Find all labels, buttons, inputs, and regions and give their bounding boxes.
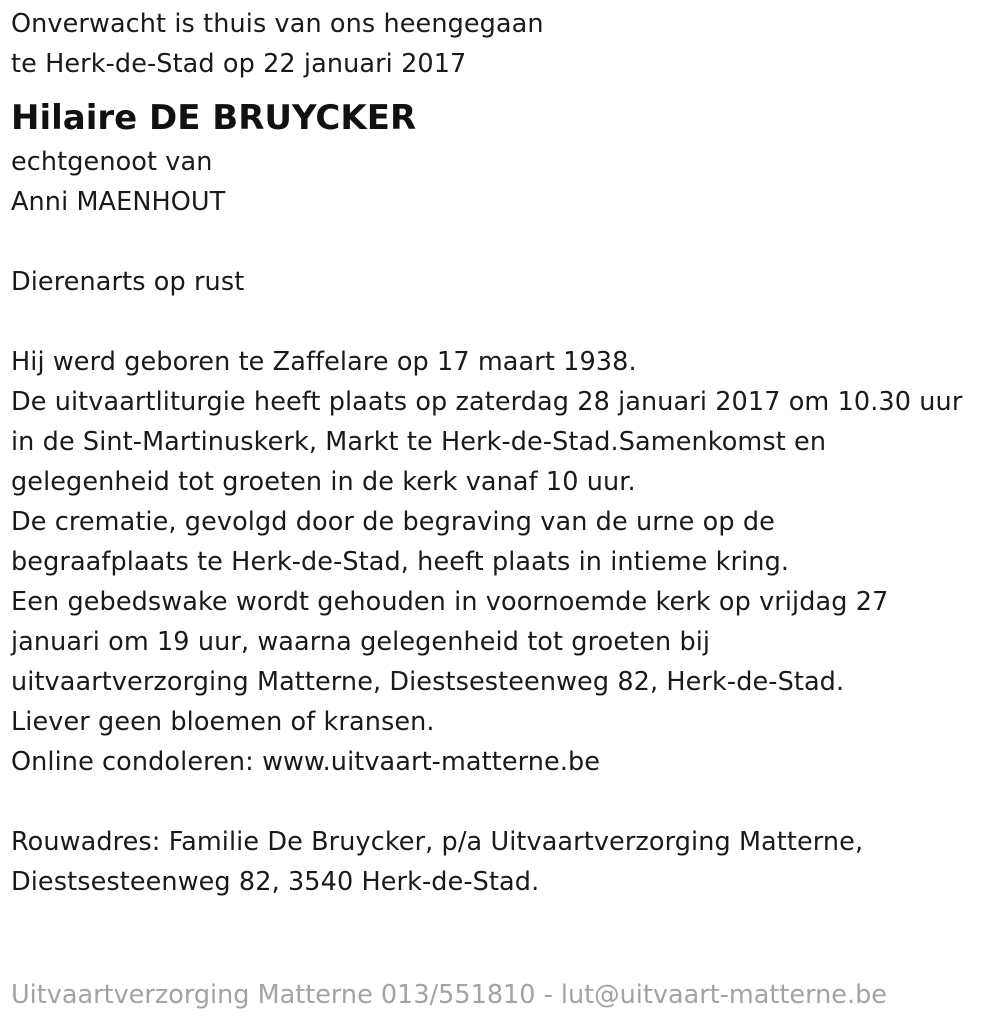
body-line: De crematie, gevolgd door de begraving van de urne op de <box>11 507 775 537</box>
body-line: begraafplaats te Herk-de-Stad, heeft plaats in intieme kring. <box>11 547 790 577</box>
relation-label: echtgenoot van <box>11 147 213 177</box>
mourning-address-line: Rouwadres: Familie De Bruycker, p/a Uitvaartverzorging Matterne, <box>11 827 864 857</box>
body-line: januari om 19 uur, waarna gelegenheid tot groeten bij <box>11 627 711 657</box>
intro-line-2: te Herk-de-Stad op 22 januari 2017 <box>11 49 467 79</box>
body-line: gelegenheid tot groeten in de kerk vanaf 10 uur. <box>11 467 636 497</box>
funeral-home-footer: Uitvaartverzorging Matterne 013/551810 - lut@uitvaart-matterne.be <box>11 980 887 1010</box>
profession: Dierenarts op rust <box>11 267 245 297</box>
mourning-address-line: Diestsesteenweg 82, 3540 Herk-de-Stad. <box>11 867 540 897</box>
spacer <box>11 222 996 262</box>
body-line: Hij werd geboren te Zaffelare op 17 maart 1938. <box>11 347 637 377</box>
body-line: De uitvaartliturgie heeft plaats op zaterdag 28 januari 2017 om 10.30 uur <box>11 387 963 417</box>
online-condolence-line: Online condoleren: www.uitvaart-matterne.be <box>11 747 601 777</box>
spacer <box>11 302 996 342</box>
body-line: in de Sint-Martinuskerk, Markt te Herk-de-Stad.Samenkomst en <box>11 427 827 457</box>
body-line: uitvaartverzorging Matterne, Diestsesteenweg 82, Herk-de-Stad. <box>11 667 845 697</box>
intro-line-1: Onverwacht is thuis van ons heengegaan <box>11 9 544 39</box>
body-line: Een gebedswake wordt gehouden in voornoemde kerk op vrijdag 27 <box>11 587 889 617</box>
spacer <box>11 782 996 822</box>
body-line: Liever geen bloemen of kransen. <box>11 707 435 737</box>
obituary-notice <box>11 4 996 902</box>
spouse-name: Anni MAENHOUT <box>11 187 226 217</box>
deceased-name: Hilaire DE BRUYCKER <box>11 98 417 138</box>
